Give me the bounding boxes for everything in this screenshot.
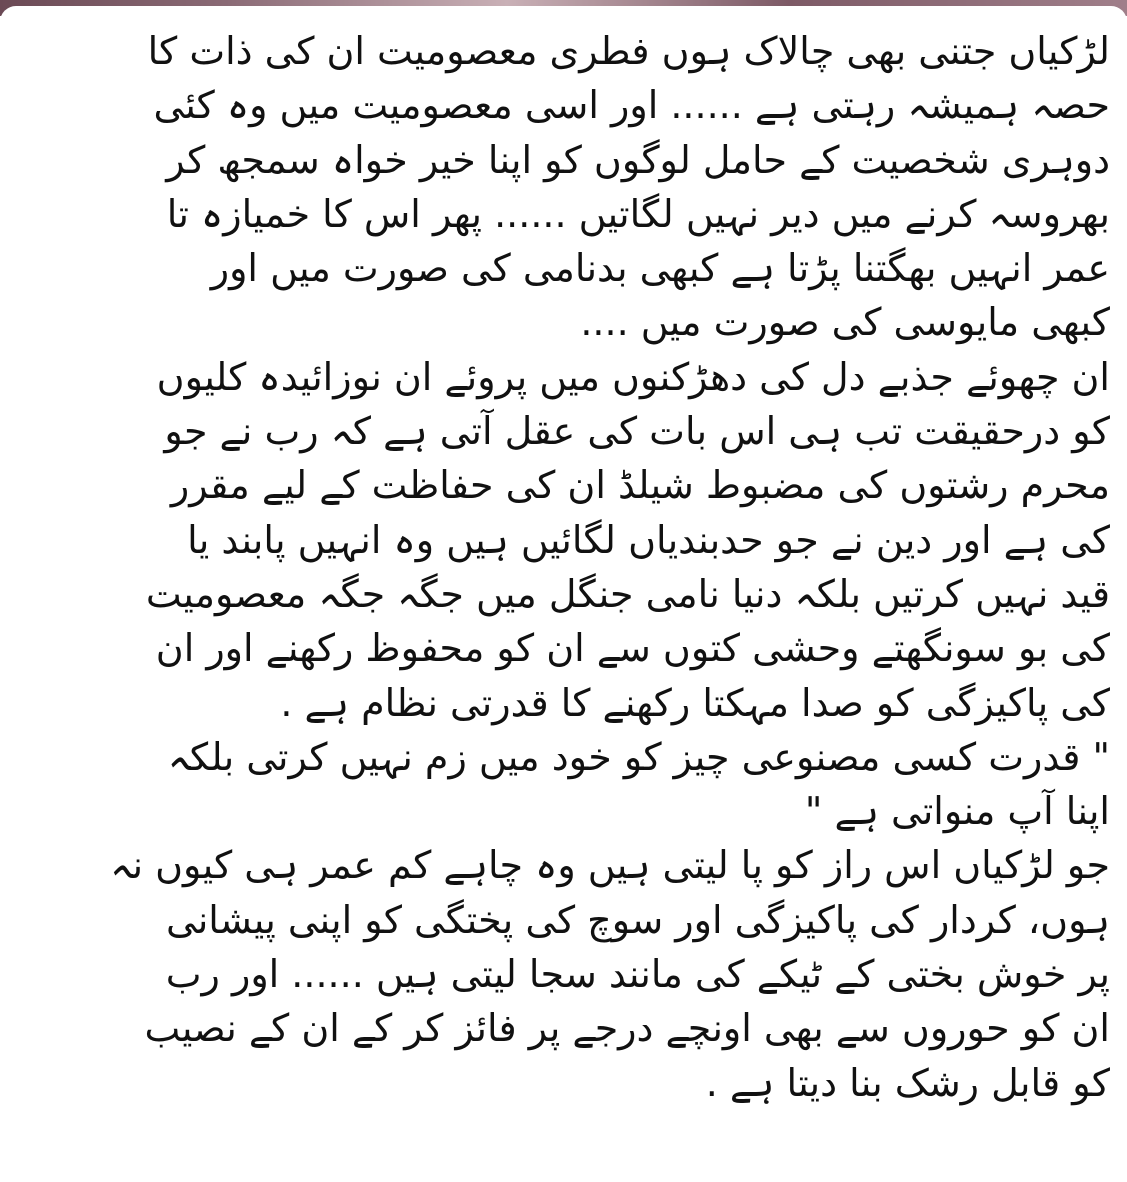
text-line: ہوں، کردار کی پاکیزگی اور سوچ کی پختگی کو اپنی پیشانی	[166, 897, 1110, 942]
text-line: قید نہیں کرتیں بلکہ دنیا نامی جنگل میں جگہ جگہ معصومیت	[145, 571, 1110, 616]
text-line: حصہ ہمیشہ رہتی ہے ...... اور اسی معصومیت میں وہ کئی	[153, 83, 1110, 128]
text-line: کو درحقیقت تب ہی اس بات کی عقل آتی ہے کہ رب نے جو	[164, 409, 1110, 454]
text-line: لڑکیاں جتنی بھی چالاک ہوں فطری معصومیت ان کی ذات کا	[147, 29, 1110, 73]
text-card	[0, 6, 1127, 1182]
text-line: ان چھوئے جذبے دل کی دھڑکنوں میں پروئے ان نوزائیدہ کلیوں	[156, 354, 1110, 399]
text-line: عمر انہیں بھگتنا پڑتا ہے کبھی بدنامی کی صورت میں اور	[210, 246, 1110, 291]
text-line: جو لڑکیاں اس راز کو پا لیتی ہیں وہ چاہے کم عمر ہی کیوں نہ	[110, 843, 1110, 888]
text-line: کبھی مایوسی کی صورت میں ....	[580, 300, 1110, 345]
text-line: کی پاکیزگی کو صدا مہکتا رکھنے کا قدرتی نظام ہے .	[280, 680, 1110, 725]
text-line: " قدرت کسی مصنوعی چیز کو خود میں زم نہیں کرتی بلکہ	[167, 734, 1110, 779]
text-line: کی بو سونگھتے وحشی کتوں سے ان کو محفوظ رکھنے اور ان	[155, 626, 1110, 671]
text-line: ان کو حوروں سے بھی اونچے درجے پر فائز کر کے ان کے نصیب	[144, 1006, 1110, 1051]
text-line: بھروسہ کرنے میں دیر نہیں لگاتیں ...... پھر اس کا خمیازہ تا	[166, 191, 1110, 236]
text-line: پر خوش بختی کے ٹیکے کی مانند سجا لیتی ہیں ...... اور رب	[165, 952, 1110, 997]
text-line: کو قابل رشک بنا دیتا ہے .	[705, 1060, 1110, 1105]
text-line: کی ہے اور دین نے جو حدبندیاں لگائیں ہیں وہ انہیں پابند یا	[187, 517, 1110, 562]
text-line: اپنا آپ منواتی ہے "	[804, 789, 1110, 834]
urdu-paragraphs	[22, 24, 1110, 1110]
text-line: محرم رشتوں کی مضبوط شیلڈ ان کی حفاظت کے لیے مقرر	[170, 463, 1110, 508]
text-line: دوہری شخصیت کے حامل لوگوں کو اپنا خیر خواہ سمجھ کر	[166, 137, 1110, 182]
